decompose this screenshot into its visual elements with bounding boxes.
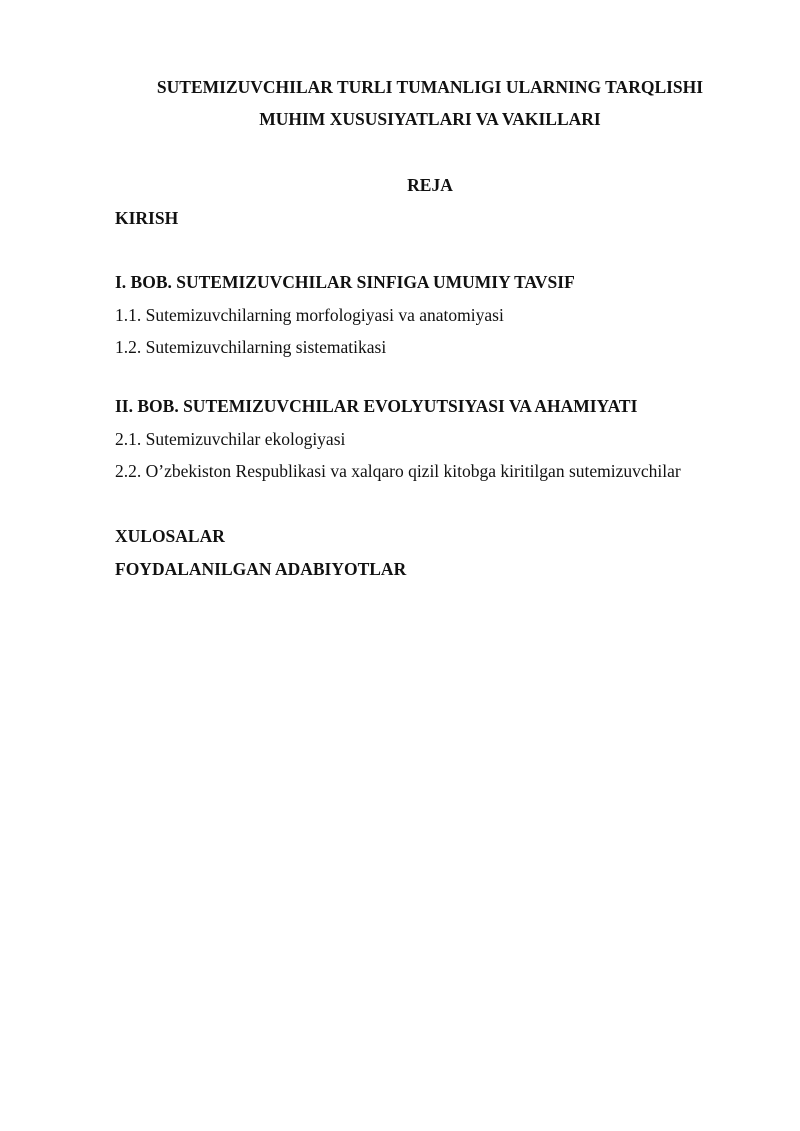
chapter-2-item: 2.1. Sutemizuvchilar ekologiyasi — [115, 429, 346, 449]
references-entry: FOYDALANILGAN ADABIYOTLAR — [115, 559, 407, 579]
chapter-1-item: 1.1. Sutemizuvchilarning morfologiyasi va anatomiyasi — [115, 305, 504, 325]
document-title-line-1: SUTEMIZUVCHILAR TURLI TUMANLIGI ULARNING TARQLISHI — [156, 77, 704, 97]
chapter-1-item: 1.2. Sutemizuvchilarning sistematikasi — [115, 337, 387, 357]
intro-entry: KIRISH — [115, 208, 179, 228]
chapter-1-heading: I. BOB. SUTEMIZUVCHILAR SINFIGA UMUMIY TAVSIF — [115, 272, 575, 292]
conclusions-entry: XULOSALAR — [115, 526, 225, 546]
chapter-2-item: 2.2. O’zbekiston Respublikasi va xalqaro qizil kitobga kiritilgan sutemizuvchilar — [115, 461, 681, 481]
plan-heading: REJA — [407, 175, 453, 195]
document-title-line-2: MUHIM XUSUSIYATLARI VA VAKILLARI — [259, 109, 601, 129]
chapter-2-heading: II. BOB. SUTEMIZUVCHILAR EVOLYUTSIYASI VA AHAMIYATI — [115, 396, 638, 416]
